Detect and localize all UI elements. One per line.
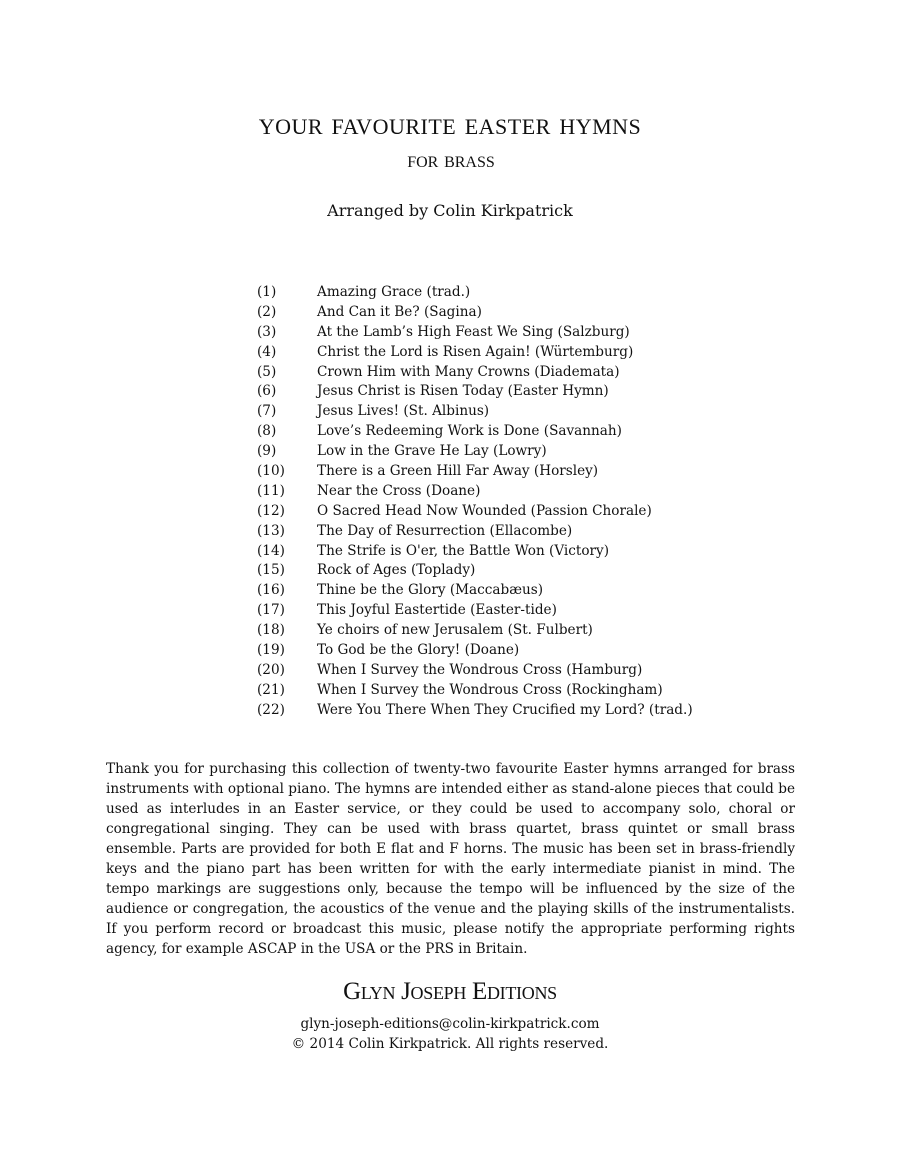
hymn-number: (12)	[257, 502, 285, 519]
hymn-number: (13)	[257, 522, 285, 539]
page-title: your favourite easter hymns	[258, 105, 642, 141]
hymn-item	[257, 363, 777, 383]
hymn-title: Ye choirs of new Jerusalem (St. Fulbert)	[317, 622, 593, 639]
hymn-number: (7)	[257, 403, 277, 420]
hymn-title: Rock of Ages (Toplady)	[317, 562, 476, 579]
hymn-number: (15)	[257, 562, 285, 579]
hymn-item	[257, 422, 777, 442]
hymn-number: (1)	[257, 284, 277, 300]
hymn-number: (19)	[257, 642, 285, 659]
hymn-item	[257, 681, 777, 701]
hymn-title: The Day of Resurrection (Ellacombe)	[317, 522, 573, 539]
hymn-title: Jesus Christ is Risen Today (Easter Hymn)	[317, 383, 609, 400]
publisher-logo: Glyn Joseph Editions	[343, 978, 557, 1005]
hymn-item	[257, 442, 777, 462]
hymn-title: Love’s Redeeming Work is Done (Savannah)	[317, 423, 622, 440]
hymn-number: (8)	[257, 423, 277, 440]
hymn-title: At the Lamb’s High Feast We Sing (Salzburg)	[317, 323, 630, 340]
arranger-credit: Arranged by Colin Kirkpatrick	[327, 201, 573, 220]
publisher-email: glyn-joseph-editions@colin-kirkpatrick.com	[300, 1016, 600, 1032]
hymn-number: (16)	[257, 582, 285, 599]
hymn-number: (20)	[257, 661, 285, 678]
hymn-title: Were You There When They Crucified my Lord? (trad.)	[317, 701, 693, 718]
hymn-item	[257, 661, 777, 681]
hymn-title: Low in the Grave He Lay (Lowry)	[317, 443, 547, 460]
copyright-notice: © 2014 Colin Kirkpatrick. All rights reserved.	[291, 1036, 609, 1052]
hymn-title: Crown Him with Many Crowns (Diademata)	[317, 363, 620, 380]
hymn-item	[257, 621, 777, 641]
hymn-item	[257, 502, 777, 522]
hymn-number: (9)	[257, 443, 277, 460]
hymn-title: Jesus Lives! (St. Albinus)	[317, 403, 490, 420]
hymn-number: (21)	[257, 681, 285, 698]
hymn-item	[257, 323, 777, 343]
hymn-title: Near the Cross (Doane)	[317, 482, 481, 499]
page-subtitle	[0, 146, 900, 174]
hymn-number: (3)	[257, 323, 277, 340]
hymn-item	[257, 542, 777, 562]
hymn-item	[257, 561, 777, 581]
hymn-item	[257, 402, 777, 422]
hymn-number: (11)	[257, 482, 285, 499]
hymn-item	[257, 283, 777, 303]
hymn-item	[257, 601, 777, 621]
hymn-title: Christ the Lord is Risen Again! (Würtemburg)	[317, 343, 634, 360]
hymn-title: There is a Green Hill Far Away (Horsley)	[317, 463, 599, 480]
hymn-list	[257, 283, 777, 721]
hymn-number: (2)	[257, 303, 277, 320]
hymn-item	[257, 581, 777, 601]
contact-block	[0, 1014, 900, 1054]
hymn-title: O Sacred Head Now Wounded (Passion Chorale)	[317, 502, 652, 519]
hymn-title: To God be the Glory! (Doane)	[317, 642, 520, 659]
hymn-item	[257, 343, 777, 363]
hymn-title: This Joyful Eastertide (Easter-tide)	[317, 602, 557, 619]
hymn-title: The Strife is O'er, the Battle Won (Victory)	[317, 542, 610, 559]
hymn-number: (4)	[257, 343, 277, 360]
hymn-number: (18)	[257, 622, 285, 639]
hymn-title: Thine be the Glory (Maccabæus)	[317, 582, 544, 599]
description-paragraph: Thank you for purchasing this collection of twenty-two favourite Easter hymns arranged for brass instruments with optional piano. The hymns are intended either as stand-alone pieces that could be used as interludes in an Easter service, or they could be used to accompany solo, choral or congregational singing. They can be used with brass quartet, brass quintet or small brass ensemble. Parts are provided for both E flat and F horns. The music has been set in brass-friendly keys and the piano part has been written for with the early intermediate pianist in mind. The tempo markings are suggestions only, because the tempo will be influenced by the size of the audience or congregation, the acoustics of the venue and the playing skills of the instrumentalists. If you perform record or broadcast this music, please notify the appropriate performing rights agency, for example ASCAP in the USA or the PRS in Britain.	[106, 761, 795, 957]
hymn-item	[257, 382, 777, 402]
hymn-title: Amazing Grace (trad.)	[317, 284, 471, 300]
hymn-item	[257, 701, 777, 721]
hymn-title: When I Survey the Wondrous Cross (Hamburg)	[317, 661, 643, 678]
hymn-number: (22)	[257, 701, 285, 718]
hymn-number: (5)	[257, 363, 277, 380]
hymn-number: (14)	[257, 542, 285, 559]
hymn-title: And Can it Be? (Sagina)	[317, 303, 482, 320]
hymn-number: (17)	[257, 602, 285, 619]
hymn-item	[257, 522, 777, 542]
hymn-item	[257, 482, 777, 502]
hymn-number: (6)	[257, 383, 277, 400]
hymn-number: (10)	[257, 463, 285, 480]
hymn-item	[257, 462, 777, 482]
hymn-item	[257, 303, 777, 323]
hymn-title: When I Survey the Wondrous Cross (Rockingham)	[317, 681, 663, 698]
hymn-item	[257, 641, 777, 661]
subtitle-text: for brass	[407, 147, 495, 172]
